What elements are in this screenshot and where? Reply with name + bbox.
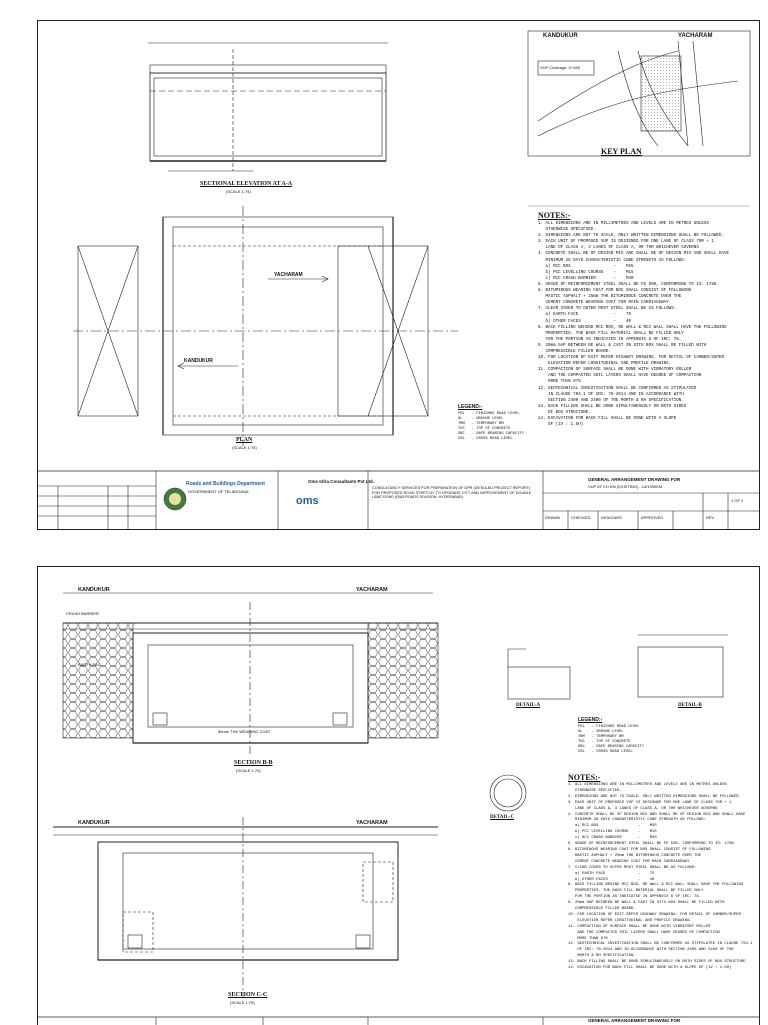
svg-text:oms: oms: [296, 495, 319, 507]
note-line: b) PCC LEVELLING COURSE - M15: [568, 830, 657, 835]
note-line: 5. GRADE OF REINFORCEMENT STEEL SHALL BE FE 500, CONFORMING TO IS: 1786.: [568, 842, 737, 847]
note-line: FOR THE PORTION AS INDICATED IN APPENDIX 6 OF IRC: 78.: [538, 337, 682, 342]
note-line: ELEVATION REFER LONGITUDINAL AND PROFILE DRAWING.: [538, 362, 672, 367]
note-line: 7. CLEAR COVER TO OUTER MOST STEEL SHALL BE AS FOLLOWS:: [538, 307, 677, 312]
note-line: 8. BACK FILLING BEHIND RCC BOX, RE WALL & RCC WALL SHALL HAVE THE FOLLOWING: [568, 883, 744, 888]
note-line: 11. COMPACTION OF SURFACE SHALL BE DONE WITH VIBRATORY ROLLER: [538, 368, 692, 373]
note-line: 6. BITUMINOUS WEARING COAT FOR BOX SHALL CONSIST OF FOLLOWING: [568, 847, 711, 852]
note-line: 13. BACK FILLING SHALL BE DONE SIMULTANEOUSLY ON BOTH SIDES: [538, 404, 687, 409]
note-line: 14. EXCAVATION FOR BACK FILL SHALL BE DONE WITH A SLOPE: [538, 417, 677, 421]
legend-line: CRL - CROSS ROAD LEVEL: [578, 750, 633, 754]
client-name: Roads and Buildings Department: [186, 481, 265, 487]
keyplan-yacharam: YACHARAM: [678, 33, 713, 39]
secb-kandukur: KANDUKUR: [78, 587, 110, 593]
note-line: 12. GEOTECHNICAL INVESTIGATION SHALL BE CONFIRMED AS STIPULATED: [538, 386, 697, 391]
note-line: 2. DIMENSIONS ARE NOT TO SCALE, ONLY WRITTEN DIMENSIONS SHALL BE FOLLOWED.: [538, 234, 724, 239]
drawing-title: GENERAL ARRANGEMENT DRAWING FOR: [588, 477, 681, 482]
detail-a-title: DETAIL-A: [516, 703, 541, 708]
keyplan-kandukur: KANDUKUR: [543, 33, 578, 39]
client-govt: GOVERNMENT OF TELANGANA: [188, 489, 249, 494]
legend-line: SBC - SAFE BEARING CAPACITY: [458, 432, 525, 436]
note-line: 1. ALL DIMENSIONS ARE IN MILLIMETRES AND LEVELS ARE IN METRES UNLESS: [538, 222, 709, 226]
section-a-scale: (SCALE 1:75): [226, 189, 251, 194]
legend-line: CRL - CROSS ROAD LEVEL: [458, 437, 513, 441]
plan-yacharam-label: YACHARAM: [274, 272, 303, 278]
note-line: 14. EXCAVATION FOR BACK FILL SHALL BE DONE WITH A SLOPE OF (1V : 1.5H): [568, 966, 732, 971]
notes2-title: NOTES:-: [568, 773, 601, 782]
legend-line: GL - GROUND LEVEL: [578, 730, 624, 734]
note-line: MINIMUM 28 DAYS CHARACTERISTIC CUBE STRENGTH AS FOLLOWS:: [538, 258, 687, 263]
plan-kandukur-label: KANDUKUR: [184, 358, 213, 364]
note-line: c) RCC CRASH BARRIER - M40: [568, 836, 657, 841]
note-line: IN CLAUSE 704.1 OF IRC: 78-2014 AND IN ACCORDANCE WITH: [538, 392, 684, 397]
legend-title: LEGEND:-: [458, 404, 483, 410]
legend-line: TBM - TEMPORARY BM: [458, 422, 504, 426]
legend-line: TOC - TOP OF CONCRETE: [458, 427, 511, 431]
note-line: b) OTHER FACES - 40: [568, 877, 655, 882]
note-line: OTHERWISE SPECIFIED.: [538, 228, 596, 233]
drawing-sheet-1: [37, 20, 760, 530]
legend-line: SBC - SAFE BEARING CAPACITY: [578, 745, 645, 749]
note-line: 12. GEOTECHNICAL INVESTIGATION SHALL BE CONFIRMED AS STIPULATED IN CLAUSE 704.1: [568, 942, 753, 947]
section-a-title: SECTIONAL ELEVATION AT A-A: [200, 181, 293, 187]
note-line: COMPRESSIBLE FILLER BOARD.: [538, 349, 611, 354]
tb-checked: CHECKED: [571, 515, 591, 520]
note-line: CEMENT CONCRETE WEARING COAT FOR MAIN CARRIAGEWAY: [568, 859, 690, 864]
note-line: 5. GRADE OF REINFORCEMENT STEEL SHALL BE FE 500, CONFORMING TO IS: 1786.: [538, 282, 719, 287]
note-line: 10. FOR LOCATION OF EXIT REFER HIGHWAY DRAWING. FOR DETAIL OF CAMBER/SUPER: [568, 912, 741, 917]
note-line: 1. ALL DIMENSIONS ARE IN MILLIMETRES AND LEVELS ARE IN METRES UNLESS: [568, 783, 727, 787]
note-line: LANE OF CLASS A, 3 LANES OF CLASS A, OR 70R WHICHEVER GOVERNS: [568, 806, 718, 811]
tb-designed: DESIGNED: [601, 515, 622, 520]
note-line: 9. 20mm GAP BETWEEN RE WALL & CAST IN SITU BOX SHALL BE FILLED WITH: [538, 343, 707, 348]
plan-title: PLAN: [236, 437, 253, 443]
secb-crash-barrier: CRASH BARRIER: [66, 611, 99, 616]
legend-line: TBM - TEMPORARY BM: [578, 735, 624, 739]
legend-line: FRL - FINISHED ROAD LEVEL: [578, 725, 640, 729]
note-line: a) EARTH FACE - 75: [568, 871, 655, 876]
note-line: FOR THE PORTION AS INDICATED IN APPENDIX 6 OF IRC: 78.: [568, 895, 702, 900]
note-line: 10. FOR LOCATION OF EXIT REFER HIGHWAY DRAWING. FOR DETAIL OF CAMBER/SUPER: [538, 356, 724, 361]
note-line: OF IRC: 78-2014 AND IN ACCORDANCE WITH SECTION 2400 AND 2400 OF THE: [568, 948, 734, 953]
note-line: MORE THAN 97%: [568, 936, 608, 941]
note-line: MASTIC ASPHALT + 25mm THK BITUMINOUS CONCRETE OVER THE: [568, 853, 702, 858]
note-line: AND THE COMPACTED SOIL LAYERS SHALL HAVE DEGREE OF COMPACTION: [568, 930, 720, 935]
note-line: a) RCC BOX - M35: [538, 264, 634, 269]
note-line: OTHERWISE SPECIFIED.: [568, 788, 622, 793]
keyplan-chainage: VUP Chainage: 0+185: [540, 65, 580, 70]
legend2-list: [578, 725, 644, 755]
legend-list: [458, 412, 524, 442]
project-name: CONSULTANCY SERVICES FOR PREPARATION OF DPR (DETAILED PROJECT REPORT) FOR PROPOSED ROAD STRETCH, TO UPGRADE CITY AND IMPROVEMENT OF DOUBLE LANE ROAD (R&B ROADS DIVISION, HYDERABAD): [372, 486, 532, 500]
secb-yacharam: YACHARAM: [356, 587, 388, 593]
keyplan-title: KEY PLAN: [601, 147, 642, 156]
section-c-scale: (SCALE 1:75): [230, 1000, 255, 1005]
notes-title: NOTES:-: [538, 211, 571, 220]
tb-approved: APPROVED: [641, 515, 664, 520]
legend-line: FRL - FINISHED ROAD LEVEL: [458, 412, 520, 416]
tb-rev: REV: [706, 515, 715, 520]
note-line: b) OTHER FACES - 40: [538, 319, 631, 324]
note-line: LANE OF CLASS A, 3 LANES OF CLASS A, OR 70R WHICHEVER GOVERNS: [538, 246, 699, 251]
note-line: MORTH & RH SPECIFICATION.: [568, 954, 636, 959]
note-line: 6. BITUMINOUS WEARING COAT FOR BOX SHALL CONSIST OF FOLLOWING: [538, 289, 692, 294]
section-c-title: SECTION C-C: [228, 992, 268, 998]
section-b-title: SECTION B-B: [234, 760, 273, 766]
detail-b-title: DETAIL-B: [678, 703, 702, 708]
note-line: 2. DIMENSIONS ARE NOT TO SCALE, ONLY WRITTEN DIMENSIONS SHALL BE FOLLOWED.: [568, 794, 741, 799]
note-line: PROPERTIES. THE BACK FILL MATERIAL SHALL BE FILLED ONLY: [568, 889, 704, 894]
drawing-sheet-2: [37, 566, 760, 1025]
sheet-number: 1 OF 2: [731, 498, 744, 503]
note-line: MINIMUM 28 DAYS CHARACTERISTIC CUBE STRENGTH AS FOLLOWS:: [568, 818, 706, 823]
legend2-title: LEGEND:-: [578, 717, 603, 723]
note-line: PROPERTIES. THE BACK FILL MATERIAL SHALL BE FILLED ONLY: [538, 331, 684, 336]
notes-list: [538, 221, 729, 428]
note-line: 9. 20mm GAP BETWEEN RE WALL & CAST IN SITU BOX SHALL BE FILLED WITH: [568, 901, 725, 906]
note-line: ELEVATION REFER LONGITUDINAL AND PROFILE DRAWING.: [568, 918, 692, 923]
legend-line: TOC - TOP OF CONCRETE: [578, 740, 631, 744]
detail-c-title: DETAIL-C: [490, 815, 515, 820]
notes2-list: [568, 783, 752, 972]
note-line: 13. BACK FILLING SHALL BE DONE SIMULTANEOUSLY ON BOTH SIDES OF BOX STRUCTURE.: [568, 960, 748, 965]
note-line: OF BOX STRUCTURE.: [538, 410, 591, 415]
drawing2-title: GENERAL ARRANGEMENT DRAWING FOR: [588, 1018, 681, 1023]
note-line: MORE THAN 97%: [538, 380, 581, 385]
note-line: 11. COMPACTION OF SURFACE SHALL BE DONE WITH VIBRATORY ROLLER: [568, 924, 711, 929]
consultant-name: Oms Infra Consultants Pvt Ltd.: [308, 479, 375, 484]
note-line: MASTIC ASPHALT + 25mm THK BITUMINOUS CONCRETE OVER THE: [538, 295, 682, 300]
note-line: AND THE COMPACTED SOIL LAYERS SHALL HAVE DEGREE OF COMPACTION: [538, 374, 702, 379]
note-line: c) RCC CRASH BARRIER - M40: [538, 276, 634, 281]
note-line: 3. EACH UNIT OF PROPOSED VUP IS DESIGNED FOR ONE LANE OF CLASS 70R + 1: [538, 240, 714, 245]
note-line: 7. CLEAR COVER TO OUTER MOST STEEL SHALL BE AS FOLLOWS:: [568, 865, 697, 870]
drawing-title-2: VUP AT CH KM (EXISTING) - 14/1930KM: [588, 484, 663, 489]
note-line: b) PCC LEVELLING COURSE - M15: [538, 270, 634, 275]
note-line: OF (1V : 1.5H): [538, 423, 584, 428]
legend-line: GL - GROUND LEVEL: [458, 417, 504, 421]
plan-scale: (SCALE 1:75): [232, 445, 257, 450]
note-line: CEMENT CONCRETE WEARING COAT FOR MAIN CARRIAGEWAY: [538, 301, 669, 306]
note-line: a) RCC BOX - M35: [568, 824, 657, 829]
note-line: SECTION 2400 AND 2400 OF THE MORTH & RH SPECIFICATION.: [538, 398, 684, 403]
secc-kandukur: KANDUKUR: [78, 820, 110, 826]
section-b-scale: (SCALE 1:75): [236, 768, 261, 773]
note-line: 4. CONCRETE SHALL BE OF DESIGN MIX AND SHALL BE OF DESIGN MIX AND SHALL HAVE: [568, 812, 746, 817]
secb-wearing-coat: 65mm THK WEARING COAT: [218, 729, 271, 734]
note-line: 8. BACK FILLING BEHIND RCC BOX, RE WALL & RCC WALL SHALL HAVE THE FOLLOWING: [538, 325, 727, 330]
secb-earth-fill: EARTH FILL: [78, 662, 101, 667]
note-line: a) EARTH FACE - 75: [538, 313, 631, 318]
tb-drawn: DRAWN: [545, 515, 560, 520]
note-line: COMPRESSIBLE FILLER BOARD.: [568, 907, 636, 912]
note-line: 3. EACH UNIT OF PROPOSED VUP IS DESIGNED FOR ONE LANE OF CLASS 70R + 1: [568, 800, 732, 805]
secc-yacharam: YACHARAM: [356, 820, 388, 826]
note-line: 4. CONCRETE SHALL BE OF DESIGN MIX AND SHALL BE OF DESIGN MIX AND SHALL HAVE: [538, 252, 729, 257]
